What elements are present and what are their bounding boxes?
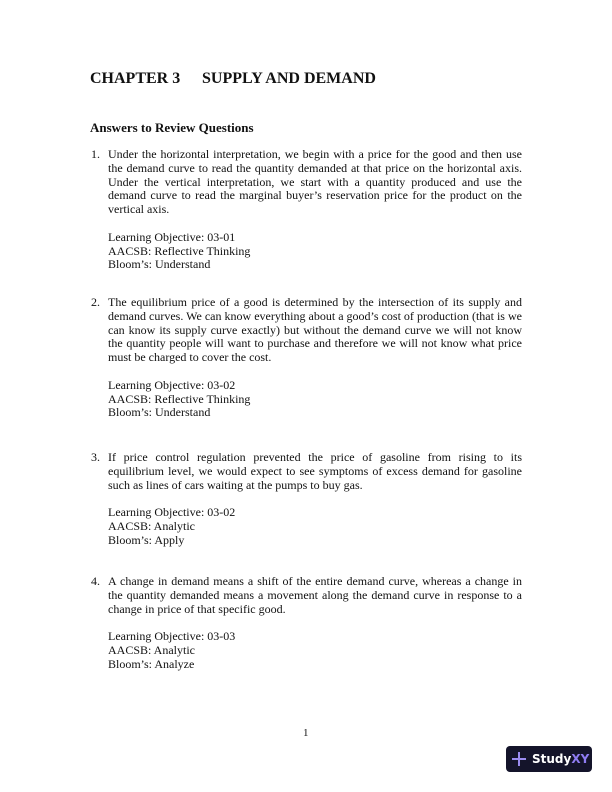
section-title: Answers to Review Questions — [90, 120, 254, 135]
learning-objective: Learning Objective: 03-02 — [108, 505, 236, 520]
question-item — [90, 451, 522, 548]
question-number: 4. — [91, 574, 100, 588]
blooms-tag: Bloom’s: Understand — [108, 405, 211, 420]
question-number: 1. — [91, 147, 100, 161]
chapter-title — [90, 70, 376, 88]
question-item — [90, 148, 522, 272]
aacsb-tag: AACSB: Reflective Thinking — [108, 391, 251, 406]
learning-objective: Learning Objective: 03-02 — [108, 377, 236, 392]
question-item — [90, 575, 522, 672]
studyxy-badge[interactable] — [506, 746, 592, 772]
question-answer-text: A change in demand means a shift of the entire demand curve, whereas a change in the quantity demanded means a movement along the demand curve in response to a change in price of that specific good. — [108, 574, 522, 616]
question-item — [90, 296, 522, 420]
brand-main: Study — [532, 752, 572, 766]
question-number: 3. — [91, 450, 100, 464]
blooms-tag: Bloom’s: Understand — [108, 257, 211, 272]
brand-name — [532, 752, 589, 766]
aacsb-tag: AACSB: Analytic — [108, 642, 196, 657]
page-number: 1 — [303, 727, 309, 739]
question-metadata — [108, 379, 522, 420]
brand-accent: XY — [571, 752, 590, 766]
blooms-tag: Bloom’s: Apply — [108, 532, 185, 547]
chapter-number: CHAPTER 3 — [90, 70, 181, 87]
question-metadata — [108, 630, 522, 671]
question-answer-text: If price control regulation prevented the price of gasoline from rising to its equilibrium level, we would expect to see symptoms of excess demand for gasoline such as lines of cars waiting at the pumps to buy gas. — [108, 450, 522, 492]
question-number: 2. — [91, 295, 100, 309]
aacsb-tag: AACSB: Reflective Thinking — [108, 243, 251, 258]
question-answer-text: The equilibrium price of a good is determined by the intersection of its supply and demand curves. We can know everything about a good’s cost of production (that is we can know its supply curve exactly) but without the demand curve we will not know the quantity people will want to purchase and therefore we will not know what price must be charged to cover the cost. — [108, 295, 522, 365]
plus-icon — [512, 752, 526, 766]
question-metadata — [108, 506, 522, 547]
learning-objective: Learning Objective: 03-01 — [108, 229, 236, 244]
chapter-name: SUPPLY AND DEMAND — [202, 70, 376, 87]
aacsb-tag: AACSB: Analytic — [108, 518, 196, 533]
question-metadata — [108, 231, 522, 272]
blooms-tag: Bloom’s: Analyze — [108, 656, 195, 671]
learning-objective: Learning Objective: 03-03 — [108, 629, 236, 644]
question-answer-text: Under the horizontal interpretation, we begin with a price for the good and then use the demand curve to read the quantity demanded at that price on the horizontal axis. Under the vertical interpretation, we start with a quantity produced and use the demand curve to read the marginal buyer’s reservation price for the product on the vertical axis. — [108, 147, 522, 217]
